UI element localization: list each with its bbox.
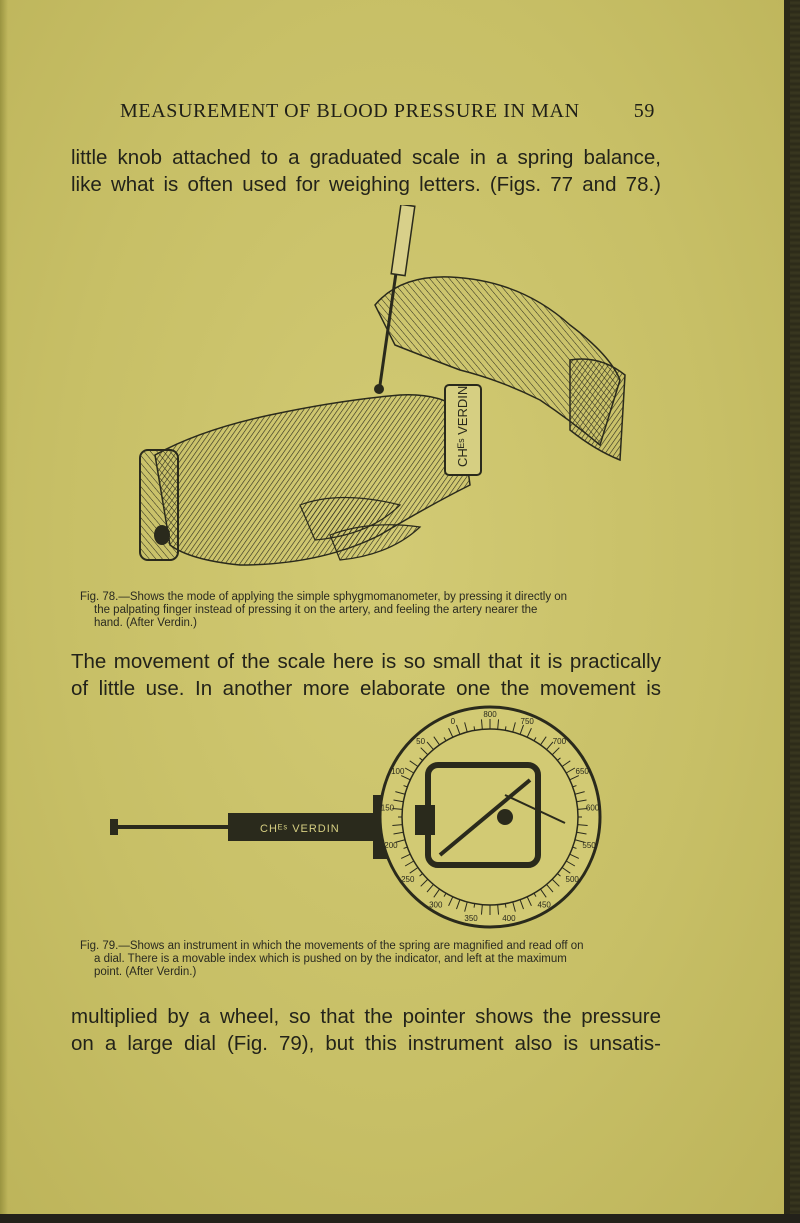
figure-79-dial-instrument [110,705,650,930]
dial-scale-label: 150 [380,803,395,813]
text-line: on a large dial (Fig. 79), but this instrument also is unsatis- [71,1032,661,1055]
paragraph-2 [71,648,661,702]
dial-scale-label: 800 [483,710,497,719]
figure-79-caption [80,940,655,979]
dial-tick [505,726,506,730]
paragraph-1 [71,144,661,198]
dial-tick [474,726,475,730]
lower-hand [155,395,470,565]
caption-line: point. (After Verdin.) [94,966,197,978]
caption-line: the palpating finger instead of pressing it on the artery, and feeling the artery nearer the [94,604,538,616]
wristband-marking: CHᴱˢ VERDIN [455,385,470,467]
paragraph-3 [71,1003,661,1057]
dial-scale-label: 350 [464,914,478,924]
dial-scale-label: 650 [575,767,589,777]
book-edge [790,0,800,1223]
dial-scale-label: 50 [416,736,426,746]
tube-end [110,819,118,835]
running-head-title: MEASUREMENT OF BLOOD PRESSURE IN MAN [120,100,580,122]
dial-scale-label: 700 [552,736,567,746]
cuff-button [154,525,170,545]
caption-line: hand. (After Verdin.) [94,617,197,629]
dial-scale-label: 400 [502,914,516,924]
dial-scale-label: 550 [582,841,596,851]
text-line: of little use. In another more elaborate one the movement is [71,677,661,700]
text-line: like what is often used for weighing letters. (Figs. 77 and 78.) [71,173,661,196]
book-bottom-edge [0,1214,800,1223]
caption-line: Fig. 79.—Shows an instrument in which the movements of the spring are magnified and read off on [80,940,584,952]
dial-scale-label: 600 [585,803,600,813]
dial-scale-label: 0 [450,716,456,726]
dial-scale-label: 300 [429,900,443,910]
dial-scale-label: 500 [565,875,579,885]
running-head [120,100,655,123]
upper-sleeve [570,359,625,460]
caption-line: Fig. 78.—Shows the mode of applying the simple sphygmomanometer, by pressing it directly on [80,591,568,603]
instrument-tip [374,384,384,394]
dial-scale-label: 450 [537,900,551,910]
dial-scale-label: 750 [520,716,534,726]
text-line: little knob attached to a graduated scale in a spring balance, [71,146,661,169]
dial-scale-label: 100 [391,767,405,777]
mechanism-block [415,805,435,835]
barrel-marking: CHᴱˢ VERDIN [260,823,340,835]
dial-scale-label: 250 [401,875,415,885]
text-line: The movement of the scale here is so small that it is practically [71,650,661,673]
dial-tick [474,904,475,908]
text-line: multiplied by a wheel, so that the pointer shows the pressure [71,1005,661,1028]
dial-scale-label: 200 [384,841,398,851]
instrument-barrel [391,205,415,276]
caption-line: a dial. There is a movable index which is pushed on by the indicator, and left at the maximum [94,953,567,965]
dial-pivot [497,809,513,825]
dial-tick [505,904,506,908]
figure-78-caption [80,591,655,630]
dial-face [380,707,600,927]
figure-78-hand-illustration [100,205,660,580]
page-number: 59 [633,100,655,122]
lower-finger [330,525,420,560]
